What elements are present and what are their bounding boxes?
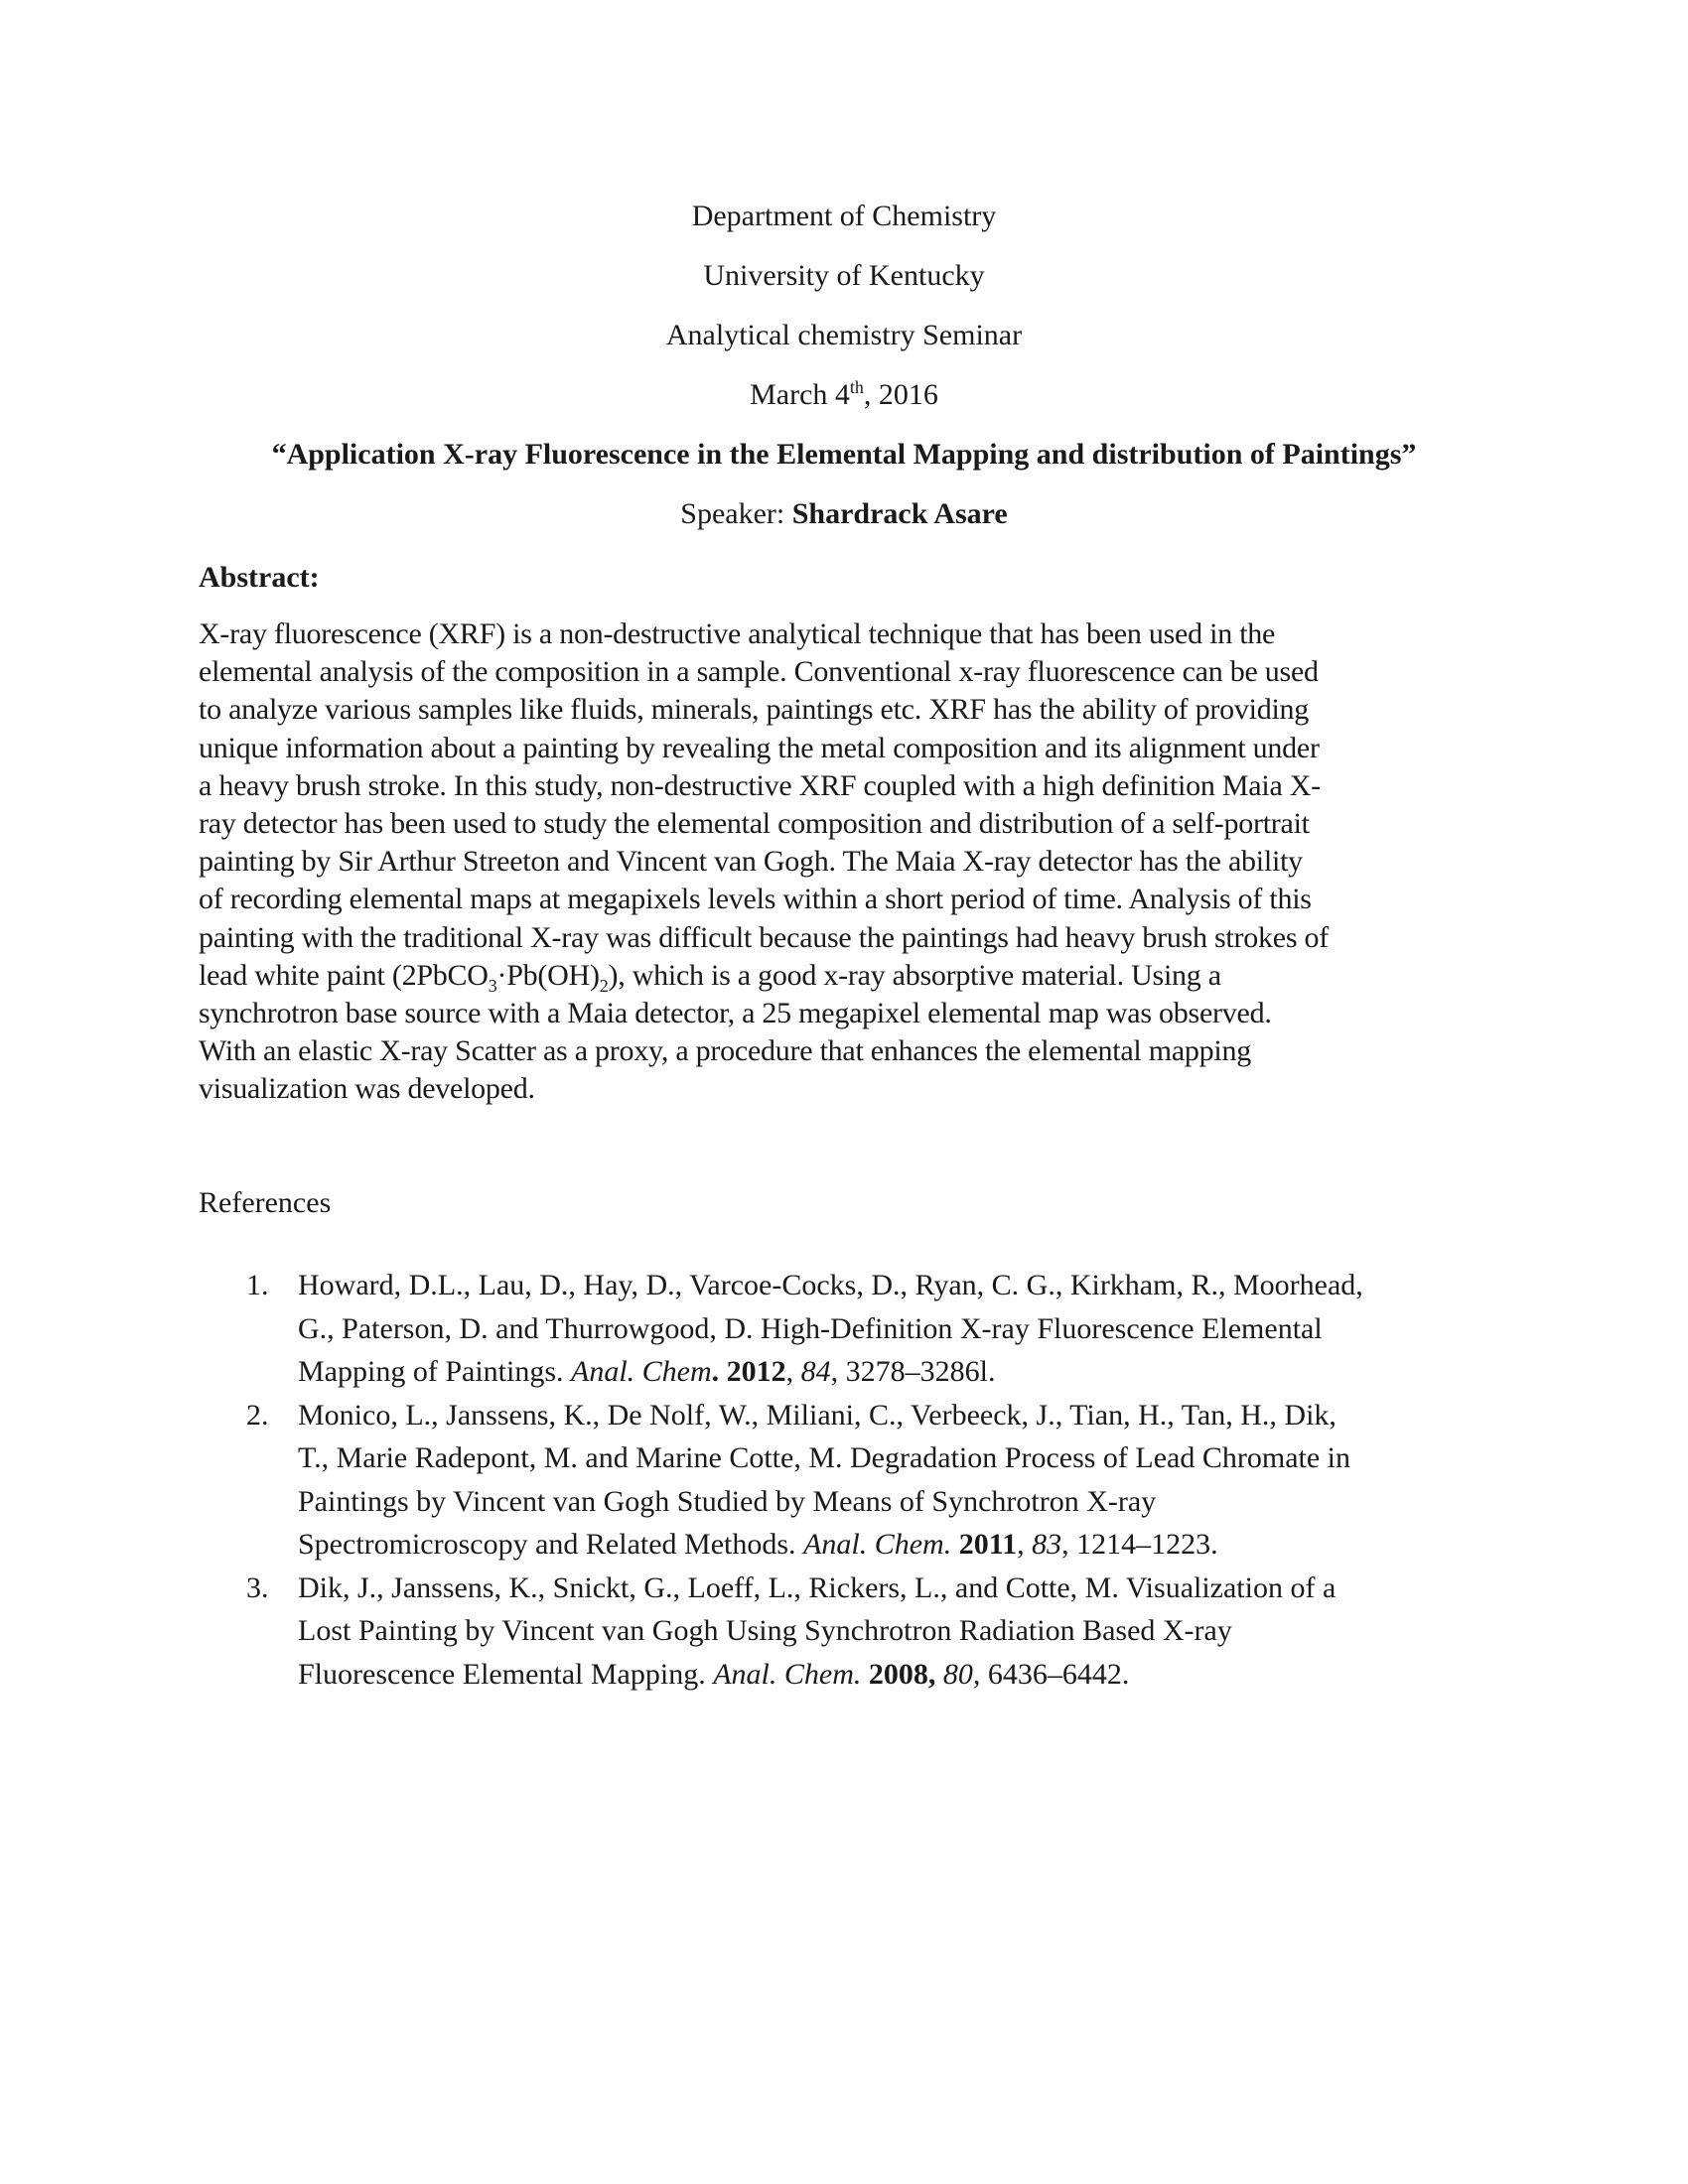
reference-text: Fluorescence Elemental Mapping. [298, 1657, 714, 1691]
reference-number: 2. [246, 1398, 269, 1432]
formula-subscript: 3 [488, 975, 497, 996]
abstract-line: painting with the traditional X-ray was difficult because the paintings had heavy brush strokes of [199, 920, 1329, 954]
journal-name: Anal. Chem. [713, 1657, 862, 1691]
reference-line: Howard, D.L., Lau, D., Hay, D., Varcoe-Cocks, D., Ryan, C. G., Kirkham, R., Moorhead, [298, 1269, 1363, 1301]
reference-item [199, 1394, 1509, 1567]
abstract-line: of recording elemental maps at megapixels levels within a short period of time. Analysis of this [199, 883, 1312, 916]
abstract-formula-line [199, 957, 1489, 995]
journal-dot: . [711, 1355, 720, 1388]
seminar-header [149, 195, 1539, 552]
reference-line [298, 1653, 1509, 1697]
formula-subscript: 2 [599, 975, 609, 996]
reference-line: Lost Painting by Vincent van Gogh Using Synchrotron Radiation Based X-ray [298, 1614, 1232, 1647]
publication-year: 2012 [719, 1355, 786, 1388]
formula-post: ), which is a good x-ray absorptive material. Using a [608, 958, 1221, 992]
university-line: University of Kentucky [703, 259, 985, 292]
abstract-line: With an elastic X-ray Scatter as a proxy, a procedure that enhances the elemental mapping [199, 1034, 1251, 1068]
journal-pages: , 1214–1223. [1061, 1528, 1218, 1561]
journal-pages: , 3278–3286l. [830, 1355, 996, 1388]
abstract-line: a heavy brush stroke. In this study, non-destructive XRF coupled with a high definition Maia X- [199, 768, 1321, 802]
abstract-line: unique information about a painting by revealing the metal composition and its alignment under [199, 731, 1320, 764]
reference-text: , [785, 1355, 801, 1388]
date-suffix: , 2016 [863, 378, 938, 411]
reference-line: Dik, J., Janssens, K., Snickt, G., Loeff, L., Rickers, L., and Cotte, M. Visualization of a [298, 1570, 1336, 1604]
reference-text: Spectromicroscopy and Related Methods. [298, 1528, 804, 1561]
reference-line: G., Paterson, D. and Thurrowgood, D. High-Definition X-ray Fluorescence Elemental [298, 1311, 1323, 1345]
journal-name: Anal. Chem [571, 1355, 712, 1388]
abstract-line: visualization was developed. [199, 1072, 535, 1106]
references-heading: References [199, 1186, 332, 1219]
seminar-title: “Application X-ray Fluorescence in the Elemental Mapping and distribution of Paintings” [271, 438, 1417, 471]
abstract-line: elemental analysis of the composition in a sample. Conventional x-ray fluorescence can be used [199, 655, 1319, 689]
journal-pages: 6436–6442. [980, 1657, 1130, 1691]
journal-name: Anal. Chem. [803, 1528, 952, 1561]
abstract-line: to analyze various samples like fluids, minerals, paintings etc. XRF has the ability of providing [199, 693, 1310, 727]
formula-mid: ·Pb(OH) [496, 958, 600, 992]
journal-volume: 84 [800, 1355, 831, 1388]
reference-number: 3. [246, 1570, 269, 1604]
reference-item [199, 1264, 1509, 1394]
speaker-label: Speaker: [680, 497, 792, 530]
speaker-name: Shardrack Asare [791, 497, 1008, 530]
references-list [199, 1264, 1509, 1696]
abstract-line: X-ray fluorescence (XRF) is a non-destructive analytical technique that has been used in the [199, 617, 1276, 650]
reference-line: Monico, L., Janssens, K., De Nolf, W., Miliani, C., Verbeeck, J., Tian, H., Tan, H., Dik, [298, 1398, 1336, 1432]
date-line [149, 373, 1539, 433]
reference-line: T., Marie Radepont, M. and Marine Cotte, M. Degradation Process of Lead Chromate in [298, 1441, 1351, 1474]
reference-line [298, 1523, 1509, 1567]
seminar-line: Analytical chemistry Seminar [665, 319, 1023, 351]
date-prefix: March 4 [750, 378, 850, 411]
abstract-heading: Abstract: [199, 561, 320, 594]
speaker-line [149, 492, 1539, 552]
journal-volume: 80, [935, 1657, 981, 1691]
reference-line: Paintings by Vincent van Gogh Studied by Means of Synchrotron X-ray [298, 1484, 1157, 1518]
publication-year: 2008, [861, 1657, 936, 1691]
publication-year: 2011 [951, 1528, 1018, 1561]
abstract-line: painting by Sir Arthur Streeton and Vincent van Gogh. The Maia X-ray detector has the ability [199, 845, 1303, 879]
department-line: Department of Chemistry [691, 200, 997, 232]
reference-item [199, 1567, 1509, 1697]
reference-number: 1. [246, 1269, 269, 1301]
abstract-line: ray detector has been used to study the elemental composition and distribution of a self-portrait [199, 807, 1310, 841]
reference-text: Mapping of Paintings. [298, 1355, 571, 1388]
formula-pre: lead white paint (2PbCO [199, 958, 489, 992]
reference-line [298, 1350, 1509, 1394]
reference-text: , [1017, 1528, 1033, 1561]
abstract-body [199, 615, 1489, 1109]
journal-volume: 83 [1032, 1528, 1062, 1561]
date-superscript: th [849, 377, 864, 397]
abstract-line: synchrotron base source with a Maia detector, a 25 megapixel elemental map was observed. [199, 997, 1272, 1030]
